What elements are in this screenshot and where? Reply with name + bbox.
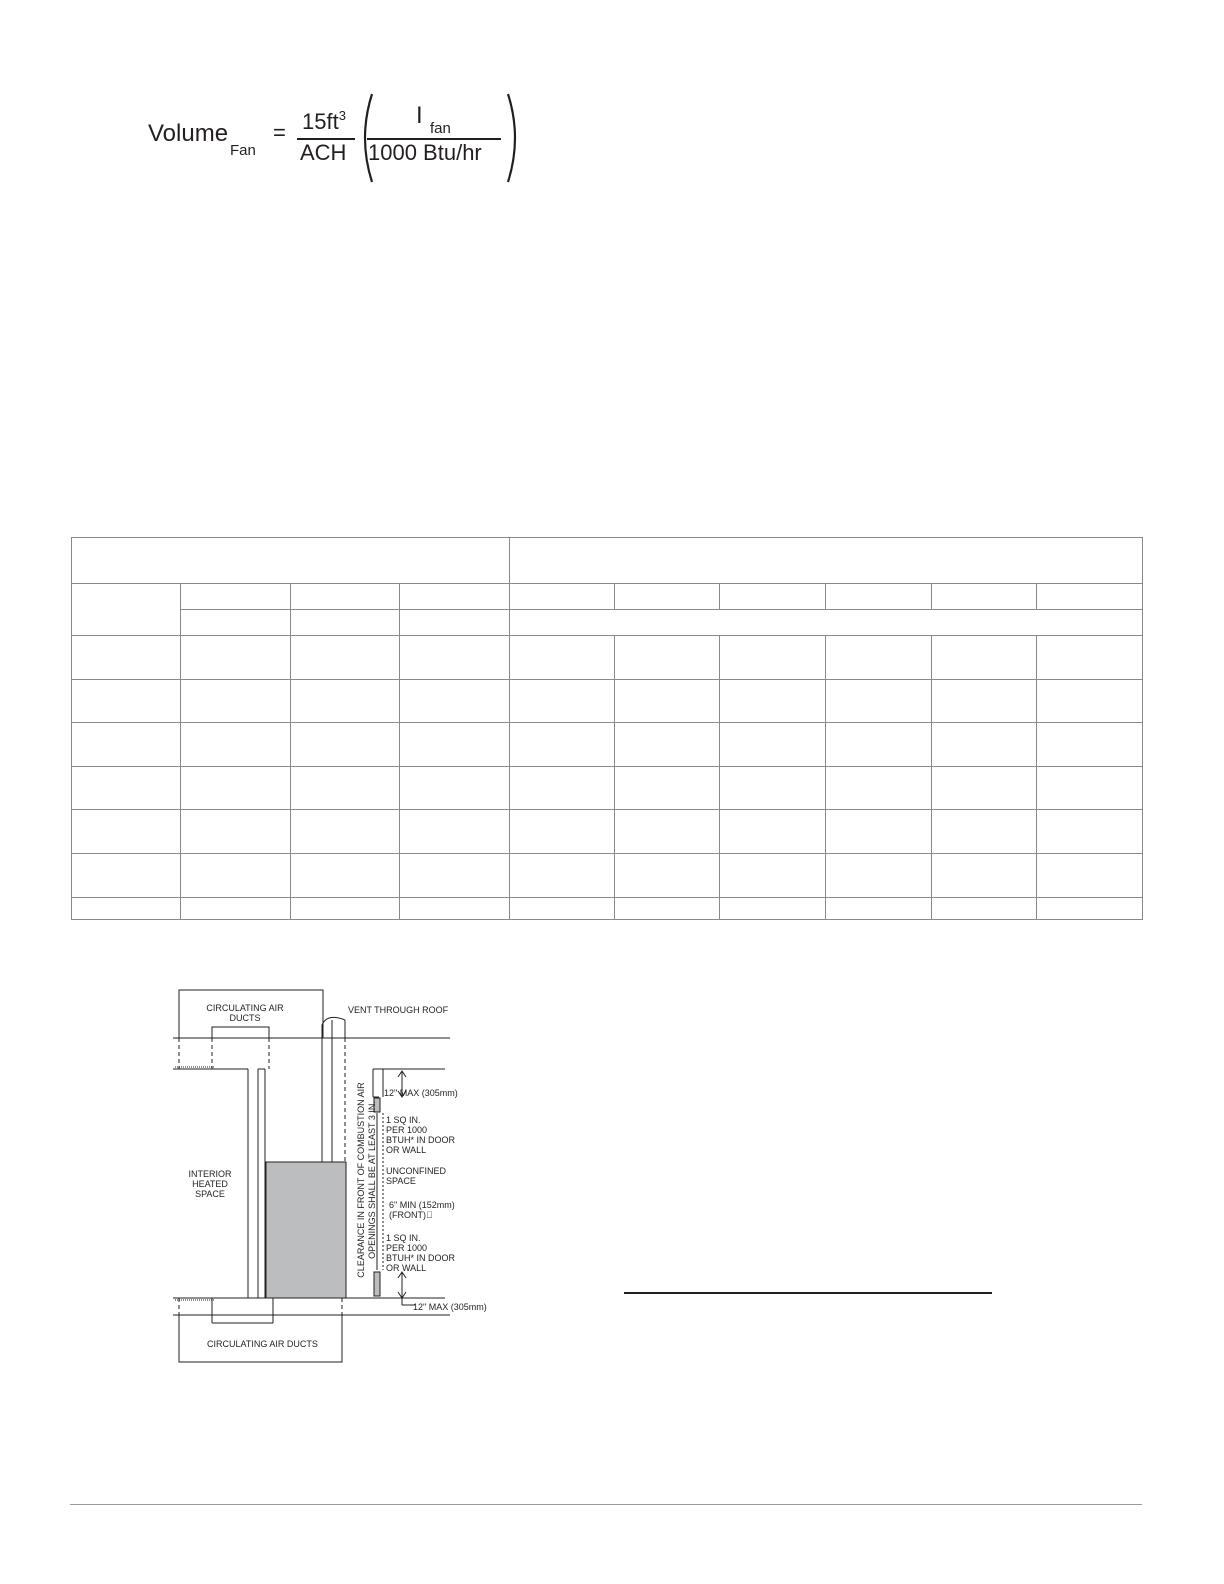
table-rule: [614, 583, 615, 609]
formula-denominator-1: ACH: [300, 140, 347, 165]
table-rule: [72, 853, 1143, 854]
table-rule: [72, 809, 1143, 810]
table-rule: [399, 583, 400, 920]
table-rule: [1036, 635, 1037, 920]
table-rule: [290, 583, 291, 920]
bottom-duct-label: CIRCULATING AIR DUCTS: [207, 1339, 318, 1349]
formula-numerator-2: I: [416, 102, 423, 129]
table-rule: [72, 897, 1143, 898]
bottom-max-label: 12" MAX (305mm): [413, 1302, 487, 1312]
horizontal-rule: [624, 1292, 992, 1294]
opening-bottom-label: 1 SQ IN. PER 1000 BTUH* IN DOOR OR WALL: [386, 1233, 456, 1273]
top-max-label: 12" MAX (305mm): [384, 1088, 458, 1098]
table-rule: [72, 722, 1143, 723]
interior-space-label: INTERIOR HEATED SPACE: [188, 1169, 232, 1199]
formula-numerator-1-text: 15ft: [302, 109, 339, 134]
vent-label: VENT THROUGH ROOF: [348, 1005, 449, 1015]
right-parenthesis: [504, 92, 524, 184]
volume-fan-formula: [140, 92, 530, 187]
table-rule: [509, 538, 510, 920]
table-rule: [180, 609, 1143, 610]
front-min-label: 6" MIN (152mm) (FRONT) : [389, 1200, 455, 1220]
formula-denominator-2: 1000 Btu/hr: [368, 140, 482, 165]
table-rule: [1036, 583, 1037, 609]
table-rule: [614, 635, 615, 920]
table-rule: [931, 583, 932, 609]
table-rule: [72, 583, 1143, 584]
table-rule: [180, 583, 181, 920]
combustion-air-diagram: [165, 985, 505, 1370]
table-rule: [72, 679, 1143, 680]
appliance-unit: [266, 1162, 346, 1298]
table-rule: [931, 635, 932, 920]
table-rule: [719, 635, 720, 920]
table-rule: [825, 635, 826, 920]
unconfined-space-label: UNCONFINED SPACE: [386, 1166, 446, 1186]
formula-numerator-1: [302, 108, 346, 135]
table-rule: [825, 583, 826, 609]
formula-lhs: Volume: [148, 120, 229, 147]
formula-lhs-subscript: Fan: [230, 142, 256, 159]
table-rule: [72, 766, 1143, 767]
opening-top-label: 1 SQ IN. PER 1000 BTUH* IN DOOR OR WALL: [386, 1115, 456, 1155]
table-rule: [72, 635, 1143, 636]
footer-rule: [70, 1504, 1142, 1505]
formula-numerator-2-subscript: fan: [430, 120, 451, 137]
clearance-note: CLEARANCE IN FRONT OF COMBUSTION AIR OPENINGS SHALL BE AT LEAST 3 IN.: [356, 1082, 377, 1278]
top-duct-label: CIRCULATING AIR DUCTS: [206, 1003, 284, 1023]
volume-table-grid: [71, 537, 1143, 920]
table-rule: [719, 583, 720, 609]
formula-equals: =: [273, 120, 286, 145]
formula-exponent: 3: [338, 108, 346, 123]
